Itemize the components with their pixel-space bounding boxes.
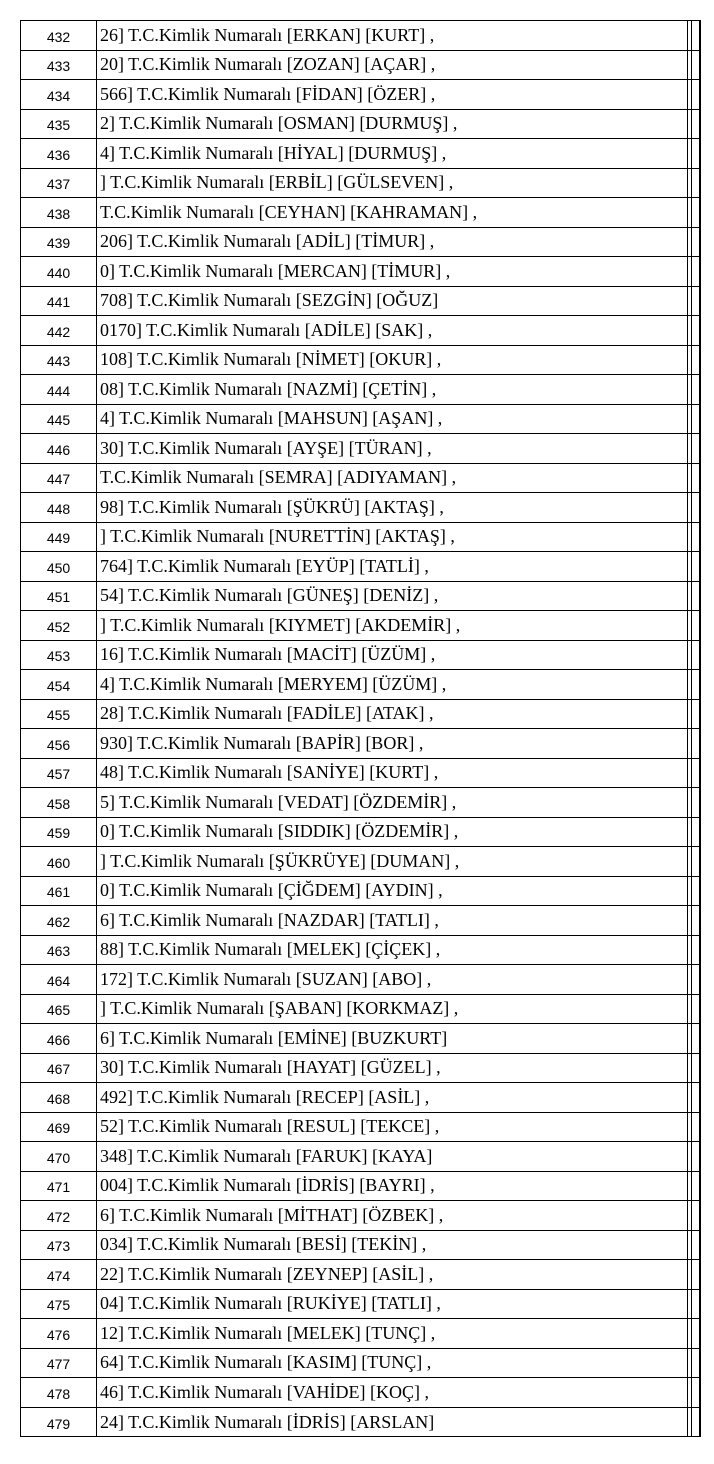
row-number-cell[interactable]: 479 <box>21 1408 97 1438</box>
table-row[interactable] <box>21 995 700 1025</box>
row-number-cell[interactable]: 432 <box>21 21 97 50</box>
record-text-cell[interactable]: 22] T.C.Kimlik Numaralı [ZEYNEP] [ASİL] , <box>100 1263 434 1284</box>
column-divider <box>699 877 700 906</box>
record-text-cell[interactable]: 12] T.C.Kimlik Numaralı [MELEK] [TUNÇ] , <box>100 1322 436 1343</box>
table-row[interactable] <box>21 257 700 287</box>
table-row[interactable] <box>21 1378 700 1408</box>
record-text-cell[interactable]: 46] T.C.Kimlik Numaralı [VAHİDE] [KOÇ] , <box>100 1381 429 1402</box>
column-divider <box>687 552 688 581</box>
column-divider <box>687 818 688 847</box>
column-divider <box>687 80 688 109</box>
table-row[interactable] <box>21 316 700 346</box>
column-divider <box>691 759 692 788</box>
table-row[interactable] <box>21 936 700 966</box>
column-divider <box>699 228 700 257</box>
column-divider <box>687 1024 688 1053</box>
record-text-cell[interactable]: 28] T.C.Kimlik Numaralı [FADİLE] [ATAK] , <box>100 703 434 724</box>
column-divider <box>687 346 688 375</box>
record-text-cell[interactable]: T.C.Kimlik Numaralı [SEMRA] [ADIYAMAN] , <box>100 467 457 488</box>
record-text-cell[interactable]: 6] T.C.Kimlik Numaralı [EMİNE] [BUZKURT] <box>100 1027 448 1048</box>
column-divider <box>691 611 692 640</box>
column-divider <box>691 287 692 316</box>
column-divider <box>699 1378 700 1407</box>
column-divider <box>699 405 700 434</box>
table-row[interactable] <box>21 759 700 789</box>
column-divider <box>699 1408 700 1438</box>
column-divider <box>687 788 688 817</box>
column-divider <box>687 729 688 758</box>
column-divider <box>687 847 688 876</box>
row-number-cell[interactable]: 456 <box>21 729 97 758</box>
column-divider <box>699 1260 700 1289</box>
column-divider <box>687 493 688 522</box>
record-text-cell[interactable]: 54] T.C.Kimlik Numaralı [GÜNEŞ] [DENİZ] , <box>100 585 439 606</box>
record-text-cell[interactable]: 4] T.C.Kimlik Numaralı [MAHSUN] [AŞAN] , <box>100 408 443 429</box>
column-divider <box>699 1142 700 1171</box>
column-divider <box>691 788 692 817</box>
column-divider <box>687 1260 688 1289</box>
column-divider <box>687 287 688 316</box>
record-text-cell[interactable]: 30] T.C.Kimlik Numaralı [AYŞE] [TÜRAN] , <box>100 437 432 458</box>
column-divider <box>691 1083 692 1112</box>
column-divider <box>687 1201 688 1230</box>
column-divider <box>691 80 692 109</box>
row-number-cell[interactable]: 439 <box>21 228 97 257</box>
record-text-cell[interactable]: ] T.C.Kimlik Numaralı [KIYMET] [AKDEMİR] , <box>100 614 461 635</box>
record-text-cell[interactable]: 98] T.C.Kimlik Numaralı [ŞÜKRÜ] [AKTAŞ] , <box>100 496 444 517</box>
table-row[interactable] <box>21 582 700 612</box>
column-divider <box>699 906 700 935</box>
column-divider <box>687 1083 688 1112</box>
column-divider <box>699 700 700 729</box>
column-divider <box>687 316 688 345</box>
column-divider <box>691 936 692 965</box>
column-divider <box>699 965 700 994</box>
column-divider <box>691 228 692 257</box>
record-text-cell[interactable]: 16] T.C.Kimlik Numaralı [MACİT] [ÜZÜM] , <box>100 644 436 665</box>
table-row[interactable] <box>21 139 700 169</box>
column-divider <box>691 670 692 699</box>
table-row[interactable] <box>21 21 700 51</box>
record-text-cell[interactable]: 4] T.C.Kimlik Numaralı [MERYEM] [ÜZÜM] , <box>100 673 447 694</box>
column-divider <box>687 1172 688 1201</box>
column-divider <box>691 1319 692 1348</box>
table-row[interactable] <box>21 346 700 376</box>
column-divider <box>687 1142 688 1171</box>
column-divider <box>691 434 692 463</box>
row-number-cell[interactable]: 471 <box>21 1172 97 1201</box>
table-row[interactable] <box>21 877 700 907</box>
column-divider <box>699 552 700 581</box>
table-row[interactable] <box>21 434 700 464</box>
column-divider <box>699 759 700 788</box>
column-divider <box>691 1201 692 1230</box>
table-row[interactable] <box>21 523 700 553</box>
table-row[interactable] <box>21 965 700 995</box>
column-divider <box>699 611 700 640</box>
column-divider <box>691 906 692 935</box>
column-divider <box>687 611 688 640</box>
column-divider <box>691 1260 692 1289</box>
record-text-cell[interactable]: 20] T.C.Kimlik Numaralı [ZOZAN] [AÇAR] , <box>100 54 436 75</box>
column-divider <box>691 139 692 168</box>
row-number-cell[interactable]: 449 <box>21 523 97 552</box>
column-divider <box>699 1172 700 1201</box>
table-row[interactable] <box>21 788 700 818</box>
column-divider <box>691 1290 692 1319</box>
column-divider <box>691 375 692 404</box>
column-divider <box>699 788 700 817</box>
row-number-cell[interactable]: 445 <box>21 405 97 434</box>
column-divider <box>691 1378 692 1407</box>
row-number-cell[interactable]: 463 <box>21 936 97 965</box>
table-row[interactable] <box>21 1408 700 1438</box>
spreadsheet-table <box>20 20 701 1437</box>
table-row[interactable] <box>21 1172 700 1202</box>
column-divider <box>687 995 688 1024</box>
table-row[interactable] <box>21 198 700 228</box>
record-text-cell[interactable]: ] T.C.Kimlik Numaralı [ŞABAN] [KORKMAZ] , <box>100 998 459 1019</box>
column-divider <box>687 228 688 257</box>
row-number-cell[interactable]: 462 <box>21 906 97 935</box>
row-number-cell[interactable]: 434 <box>21 80 97 109</box>
column-divider <box>699 936 700 965</box>
record-text-cell[interactable]: 48] T.C.Kimlik Numaralı [SANİYE] [KURT] , <box>100 762 439 783</box>
column-divider <box>691 51 692 80</box>
table-row[interactable] <box>21 700 700 730</box>
record-text-cell[interactable]: 52] T.C.Kimlik Numaralı [RESUL] [TEKCE] , <box>100 1116 440 1137</box>
table-row[interactable] <box>21 818 700 848</box>
column-divider <box>687 1349 688 1378</box>
record-text-cell[interactable]: 0] T.C.Kimlik Numaralı [MERCAN] [TİMUR] , <box>100 260 451 281</box>
column-divider <box>687 1113 688 1142</box>
record-text-cell[interactable]: 24] T.C.Kimlik Numaralı [İDRİS] [ARSLAN] <box>100 1411 435 1432</box>
row-number-cell[interactable]: 468 <box>21 1083 97 1112</box>
record-text-cell[interactable]: 0170] T.C.Kimlik Numaralı [ADİLE] [SAK] , <box>100 319 433 340</box>
column-divider <box>691 965 692 994</box>
table-row[interactable] <box>21 1054 700 1084</box>
column-divider <box>699 1054 700 1083</box>
row-number-cell[interactable]: 435 <box>21 110 97 139</box>
row-number-cell[interactable]: 457 <box>21 759 97 788</box>
column-divider <box>691 523 692 552</box>
column-divider <box>687 51 688 80</box>
table-row[interactable] <box>21 1319 700 1349</box>
row-number-cell[interactable]: 446 <box>21 434 97 463</box>
column-divider <box>687 582 688 611</box>
column-divider <box>699 1113 700 1142</box>
table-row[interactable] <box>21 1113 700 1143</box>
row-number-cell[interactable]: 461 <box>21 877 97 906</box>
column-divider <box>691 493 692 522</box>
row-number-cell[interactable]: 441 <box>21 287 97 316</box>
column-divider <box>699 641 700 670</box>
column-divider <box>691 641 692 670</box>
table-row[interactable] <box>21 641 700 671</box>
column-divider <box>691 995 692 1024</box>
column-divider <box>691 818 692 847</box>
row-number-cell[interactable]: 436 <box>21 139 97 168</box>
row-number-cell[interactable]: 443 <box>21 346 97 375</box>
column-divider <box>691 316 692 345</box>
column-divider <box>691 405 692 434</box>
column-divider <box>691 464 692 493</box>
row-number-cell[interactable]: 478 <box>21 1378 97 1407</box>
row-number-cell[interactable]: 442 <box>21 316 97 345</box>
column-divider <box>687 1319 688 1348</box>
column-divider <box>687 21 688 50</box>
column-divider <box>691 1054 692 1083</box>
table-row[interactable] <box>21 287 700 317</box>
record-text-cell[interactable]: 206] T.C.Kimlik Numaralı [ADİL] [TİMUR] , <box>100 231 435 252</box>
table-row[interactable] <box>21 906 700 936</box>
column-divider <box>699 582 700 611</box>
record-text-cell[interactable]: ] T.C.Kimlik Numaralı [ERBİL] [GÜLSEVEN] , <box>100 172 454 193</box>
table-row[interactable] <box>21 1083 700 1113</box>
row-number-cell[interactable]: 438 <box>21 198 97 227</box>
row-number-cell[interactable]: 459 <box>21 818 97 847</box>
column-divider <box>699 80 700 109</box>
column-divider <box>691 1113 692 1142</box>
row-number-cell[interactable]: 437 <box>21 169 97 198</box>
column-divider <box>687 759 688 788</box>
table-row[interactable] <box>21 375 700 405</box>
column-divider <box>687 641 688 670</box>
row-number-cell[interactable]: 453 <box>21 641 97 670</box>
column-divider <box>691 110 692 139</box>
record-text-cell[interactable]: 04] T.C.Kimlik Numaralı [RUKİYE] [TATLI] , <box>100 1293 441 1314</box>
row-number-cell[interactable]: 476 <box>21 1319 97 1348</box>
column-divider <box>699 1083 700 1112</box>
table-row[interactable] <box>21 1024 700 1054</box>
column-divider <box>691 729 692 758</box>
column-divider <box>691 257 692 286</box>
column-divider <box>699 729 700 758</box>
record-text-cell[interactable]: ] T.C.Kimlik Numaralı [ŞÜKRÜYE] [DUMAN] , <box>100 850 460 871</box>
column-divider <box>687 110 688 139</box>
column-divider <box>687 375 688 404</box>
column-divider <box>691 198 692 227</box>
column-divider <box>699 169 700 198</box>
column-divider <box>699 434 700 463</box>
column-divider <box>699 287 700 316</box>
column-divider <box>699 1290 700 1319</box>
record-text-cell[interactable]: 08] T.C.Kimlik Numaralı [NAZMİ] [ÇETİN] , <box>100 378 437 399</box>
column-divider <box>687 257 688 286</box>
table-row[interactable] <box>21 405 700 435</box>
record-text-cell[interactable]: 2] T.C.Kimlik Numaralı [OSMAN] [DURMUŞ] , <box>100 113 458 134</box>
row-number-cell[interactable]: 455 <box>21 700 97 729</box>
table-row[interactable] <box>21 228 700 258</box>
column-divider <box>691 1142 692 1171</box>
column-divider <box>687 936 688 965</box>
column-divider <box>691 847 692 876</box>
column-divider <box>699 1201 700 1230</box>
record-text-cell[interactable]: 004] T.C.Kimlik Numaralı [İDRİS] [BAYRI] , <box>100 1175 435 1196</box>
column-divider <box>699 257 700 286</box>
record-text-cell[interactable]: 6] T.C.Kimlik Numaralı [NAZDAR] [TATLI] , <box>100 909 439 930</box>
row-number-cell[interactable]: 473 <box>21 1231 97 1260</box>
row-number-cell[interactable]: 452 <box>21 611 97 640</box>
column-divider <box>687 1054 688 1083</box>
column-divider <box>699 346 700 375</box>
column-divider <box>687 700 688 729</box>
column-divider <box>691 700 692 729</box>
column-divider <box>699 139 700 168</box>
record-text-cell[interactable]: 30] T.C.Kimlik Numaralı [HAYAT] [GÜZEL] , <box>100 1057 441 1078</box>
table-row[interactable] <box>21 1231 700 1261</box>
table-row[interactable] <box>21 1290 700 1320</box>
row-number-cell[interactable]: 475 <box>21 1290 97 1319</box>
record-text-cell[interactable]: 64] T.C.Kimlik Numaralı [KASIM] [TUNÇ] , <box>100 1352 432 1373</box>
record-text-cell[interactable]: 034] T.C.Kimlik Numaralı [BESİ] [TEKİN] , <box>100 1234 427 1255</box>
record-text-cell[interactable]: 764] T.C.Kimlik Numaralı [EYÜP] [TATLİ] , <box>100 555 429 576</box>
column-divider <box>691 582 692 611</box>
column-divider <box>691 552 692 581</box>
record-text-cell[interactable]: 26] T.C.Kimlik Numaralı [ERKAN] [KURT] , <box>100 24 435 45</box>
column-divider <box>699 995 700 1024</box>
table-row[interactable] <box>21 670 700 700</box>
table-row[interactable] <box>21 729 700 759</box>
row-number-cell[interactable]: 467 <box>21 1054 97 1083</box>
column-divider <box>687 139 688 168</box>
column-divider <box>687 670 688 699</box>
table-row[interactable] <box>21 611 700 641</box>
record-text-cell[interactable]: 566] T.C.Kimlik Numaralı [FİDAN] [ÖZER] , <box>100 83 436 104</box>
record-text-cell[interactable]: ] T.C.Kimlik Numaralı [NURETTİN] [AKTAŞ] , <box>100 526 455 547</box>
column-divider <box>691 21 692 50</box>
row-number-cell[interactable]: 466 <box>21 1024 97 1053</box>
column-divider <box>687 169 688 198</box>
row-number-cell[interactable]: 451 <box>21 582 97 611</box>
record-text-cell[interactable]: 4] T.C.Kimlik Numaralı [HİYAL] [DURMUŞ] , <box>100 142 447 163</box>
row-number-cell[interactable]: 464 <box>21 965 97 994</box>
record-text-cell[interactable]: 492] T.C.Kimlik Numaralı [RECEP] [ASİL] , <box>100 1086 430 1107</box>
row-number-cell[interactable]: 458 <box>21 788 97 817</box>
column-divider <box>699 1349 700 1378</box>
table-row[interactable] <box>21 110 700 140</box>
row-number-cell[interactable]: 469 <box>21 1113 97 1142</box>
column-divider <box>687 1378 688 1407</box>
table-row[interactable] <box>21 464 700 494</box>
column-divider <box>699 198 700 227</box>
column-divider <box>691 1231 692 1260</box>
record-text-cell[interactable]: 172] T.C.Kimlik Numaralı [SUZAN] [ABO] , <box>100 968 432 989</box>
column-divider <box>687 1290 688 1319</box>
row-number-cell[interactable]: 448 <box>21 493 97 522</box>
column-divider <box>699 110 700 139</box>
record-text-cell[interactable]: 0] T.C.Kimlik Numaralı [ÇİĞDEM] [AYDIN] , <box>100 880 443 901</box>
row-number-cell[interactable]: 460 <box>21 847 97 876</box>
column-divider <box>699 51 700 80</box>
row-number-cell[interactable]: 454 <box>21 670 97 699</box>
column-divider <box>687 877 688 906</box>
table-row[interactable] <box>21 1260 700 1290</box>
column-divider <box>699 670 700 699</box>
column-divider <box>687 1231 688 1260</box>
table-row[interactable] <box>21 51 700 81</box>
column-divider <box>687 198 688 227</box>
record-text-cell[interactable]: 708] T.C.Kimlik Numaralı [SEZGİN] [OĞUZ] <box>100 290 439 311</box>
column-divider <box>699 847 700 876</box>
column-divider <box>687 906 688 935</box>
record-text-cell[interactable]: 88] T.C.Kimlik Numaralı [MELEK] [ÇİÇEK] , <box>100 939 441 960</box>
column-divider <box>699 375 700 404</box>
column-divider <box>699 1024 700 1053</box>
record-text-cell[interactable]: 930] T.C.Kimlik Numaralı [BAPİR] [BOR] , <box>100 732 424 753</box>
column-divider <box>687 434 688 463</box>
row-number-cell[interactable]: 474 <box>21 1260 97 1289</box>
column-divider <box>691 877 692 906</box>
record-text-cell[interactable]: 348] T.C.Kimlik Numaralı [FARUK] [KAYA] <box>100 1145 433 1166</box>
column-divider <box>691 346 692 375</box>
row-number-cell[interactable]: 465 <box>21 995 97 1024</box>
table-row[interactable] <box>21 552 700 582</box>
record-text-cell[interactable]: 6] T.C.Kimlik Numaralı [MİTHAT] [ÖZBEK] , <box>100 1204 444 1225</box>
row-number-cell[interactable]: 433 <box>21 51 97 80</box>
column-divider <box>699 1231 700 1260</box>
column-divider <box>691 1349 692 1378</box>
table-row[interactable] <box>21 493 700 523</box>
table-row[interactable] <box>21 169 700 199</box>
column-divider <box>687 1408 688 1438</box>
column-divider <box>691 1172 692 1201</box>
row-number-cell[interactable]: 447 <box>21 464 97 493</box>
column-divider <box>699 523 700 552</box>
table-row[interactable] <box>21 1349 700 1379</box>
column-divider <box>699 1319 700 1348</box>
table-row[interactable] <box>21 1142 700 1172</box>
column-divider <box>687 965 688 994</box>
row-number-cell[interactable]: 477 <box>21 1349 97 1378</box>
column-divider <box>699 21 700 50</box>
record-text-cell[interactable]: 108] T.C.Kimlik Numaralı [NİMET] [OKUR] , <box>100 349 442 370</box>
table-row[interactable] <box>21 847 700 877</box>
row-number-cell[interactable]: 470 <box>21 1142 97 1171</box>
record-text-cell[interactable]: 0] T.C.Kimlik Numaralı [SIDDIK] [ÖZDEMİR] , <box>100 821 459 842</box>
column-divider <box>687 405 688 434</box>
row-number-cell[interactable]: 472 <box>21 1201 97 1230</box>
column-divider <box>691 169 692 198</box>
column-divider <box>687 464 688 493</box>
column-divider <box>699 464 700 493</box>
table-row[interactable] <box>21 1201 700 1231</box>
record-text-cell[interactable]: 5] T.C.Kimlik Numaralı [VEDAT] [ÖZDEMİR] , <box>100 791 457 812</box>
column-divider <box>699 493 700 522</box>
column-divider <box>699 316 700 345</box>
row-number-cell[interactable]: 440 <box>21 257 97 286</box>
row-number-cell[interactable]: 444 <box>21 375 97 404</box>
column-divider <box>699 818 700 847</box>
record-text-cell[interactable]: T.C.Kimlik Numaralı [CEYHAN] [KAHRAMAN] , <box>100 201 478 222</box>
column-divider <box>687 523 688 552</box>
column-divider <box>691 1408 692 1438</box>
column-divider <box>691 1024 692 1053</box>
row-number-cell[interactable]: 450 <box>21 552 97 581</box>
table-row[interactable] <box>21 80 700 110</box>
